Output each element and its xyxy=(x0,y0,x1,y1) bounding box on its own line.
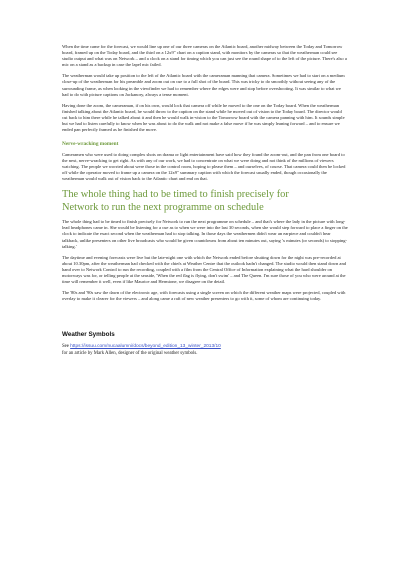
body-paragraph: The '80s and '90s saw the dawn of the electronic age, with forecasts using a single screen on which the different weather maps were projected, coupled with overlay to make it clearer for the viewers – and along came a raft of new weather presenters to go with it, some of whom are continuing today. xyxy=(62,290,346,302)
section-heading-timed: The whole thing had to be timed to finish precisely for Network to run the next programme on schedule xyxy=(62,189,289,213)
body-paragraph: When the time came for the forecast, we would line up one of our three cameras on the Atlantic board, another midway between the Today and Tomorrow board, framed up on the Today board, and the third on a 12x9" chart on a caption stand, with monitors by the cameras so that the weatherman could see studio output and what was on Network – and a clock on a stand for timing which you can just see the round shape of to the left of the picture. There's also a mic on a stand as a backup in case the lapel mic failed. xyxy=(62,44,347,68)
section-heading-nerve: Nerve-wracking moment xyxy=(62,141,119,148)
body-paragraph: The weatherman would take up position to the left of the Atlantic board with the cameraman manning that camera. Sometimes we had to start on a medium close-up of the weatherman for his preamble and zoom out on cue to a full shot of the board. This was tricky to do smoothly without seeing any of the surrounding frame, as when looking in the viewfinder we had to remember where the edges were and stop before overshooting. It was similar to what we had to do with picture captions on Jackanory, always a tense moment. xyxy=(62,73,345,97)
article-link[interactable]: https://issuu.com/nucaalumni/docs/beyond_edition_13_winter_2013/10 xyxy=(70,344,221,350)
body-paragraph: The daytime and evening forecasts were live but the late-night one with which the Network ended before shutting down for the night was pre-recorded at about 10.30pm, after the weatherman had checked with the chiefs at Weather Centre that the outlook hadn't changed. The studio would then stand down and hand over to Network Control to run the recording, coupled with a film from the Central Office of Information explaining what the hard shoulder on motorways was for, or telling people at the seaside, 'When the red flag is flying, don't swim' – and The Queen. I'm sure those of you who were around at the time will remember it well, even if like Maurice and Hermione, we disagree on the detail. xyxy=(62,254,347,285)
body-paragraph: Having done the zoom, the cameraman, if on his own, would lock that camera off while he moved to the one on the Today board. When the weatherman finished talking about the Atlantic board, he would throw to the caption on the stand while he moved out of vision to the Today board. The director would cut back to him there while he talked about it and then he would walk in-vision to the Tomorrow board with the camera panning with him. It sounds simple but we had to listen carefully to know when he was about to do the walk and not make a false move if he was simply leaning forward – and to ensure we ended pan perfectly framed as he finished the move. xyxy=(62,102,345,133)
link-suffix: for an article by Mark Allen, designer of the original weather symbols. xyxy=(62,350,198,356)
body-paragraph: Cameramen who were used to doing complex shots on drama or light entertainment have said how they found the zoom-out, and the pan from one board to the next, nerve-wracking to get right. As with any of our work, we had to concentrate on what we were doing and not think of the millions of viewers watching. The people we worried about were those in the control room, hoping to please them – and ourselves, of course. That camera could then be locked off while the operator moved to frame up a camera on the 12x9" summary caption with which the forecast usually ended, though occasionally the weatherman would walk out of vision back to the Atlantic chart and end on that. xyxy=(62,151,346,181)
section-heading-weather-symbols: Weather Symbols xyxy=(62,331,115,339)
body-paragraph: The whole thing had to be timed to finish precisely for Network to run the next programme on schedule – and that's where the lady in the picture with long-lead headphones came in. She would be listening for a cue as to when we were into the last 30 seconds, when she would step forward to place a finger on the clock to indicate the exact second when the weatherman had to stop talking. In those days the weathermen didn't wear an earpiece and couldn't hear talkback, unlike presenters on other live broadcasts who would be given countdowns from about ten minutes out, saying 'x minutes (or seconds) to stopping-talking.' xyxy=(62,219,348,249)
link-paragraph xyxy=(62,344,348,357)
link-prefix: See xyxy=(62,344,71,350)
